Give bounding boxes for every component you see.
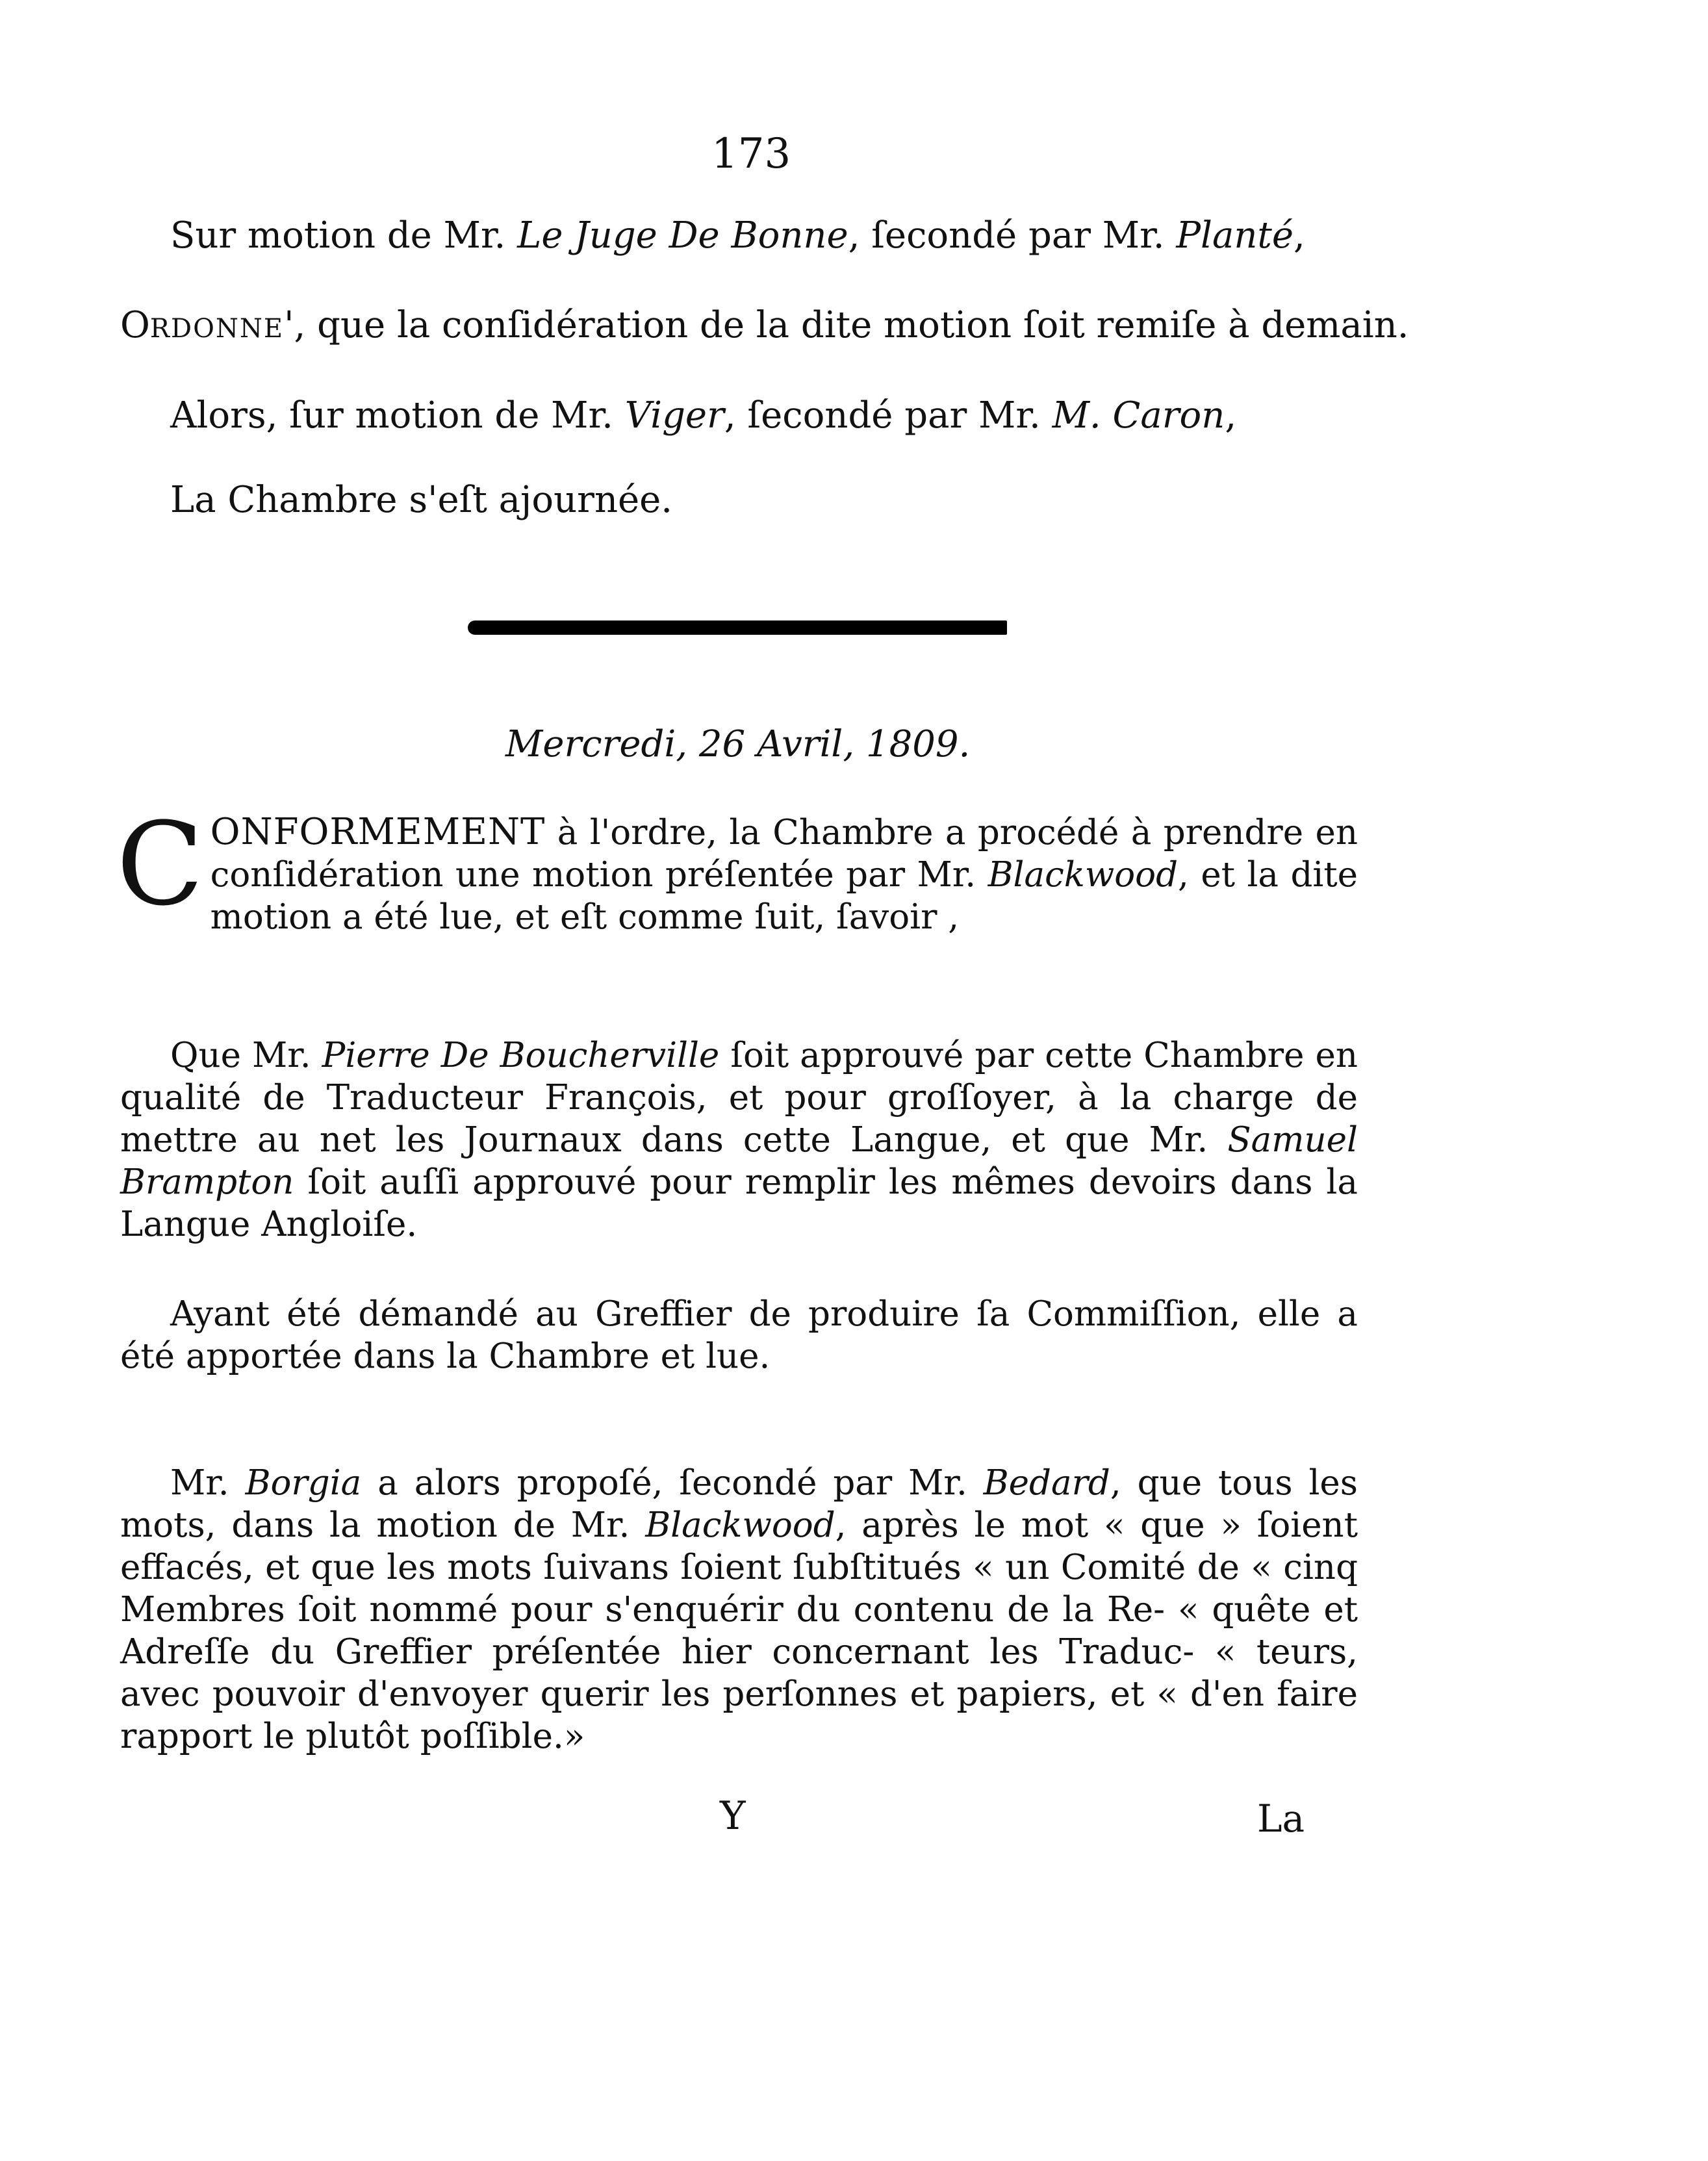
paragraph-que: Que Mr. Pierre De Boucherville ſoit approuvé par cette Chambre en qualité de Traducteur François, et pour groſſoyer, à la charge de mettre au net les Journaux dans cette Langue, et que Mr. Samuel Brampton ſoit auſſi approuvé pour remplir les mêmes devoirs dans la Langue Angloiſe. — [120, 1036, 1358, 1244]
paragraph-conformement: CONFORMEMENT à l'ordre, la Chambre a procédé à prendre en conſidération une motion préſentée par Mr. Blackwood, et la dite motion a été lue, et eſt comme ſuit, ſavoir , — [116, 798, 1358, 937]
page-number: 173 — [711, 130, 791, 178]
adjourn-line: La Chambre s'eſt ajournée. — [170, 479, 673, 521]
catchword: La — [1257, 1797, 1305, 1841]
paragraph-ayant: Ayant été démandé au Greffier de produire ſa Commiſſion, elle a été apportée dans la Chambre et lue. — [120, 1294, 1358, 1376]
drop-cap: C — [116, 798, 204, 931]
paragraph-borgia: Mr. Borgia a alors propoſé, ſecondé par Mr. Bedard, que tous les mots, dans la motion de Mr. Blackwood, après le mot « que » ſoient effacés, et que les mots ſuivans ſoient ſubſtitués « un Comité de « cinq Membres ſoit nommé pour s'enquérir du contenu de la Re- « quête et Adreſſe du Greffier préſentée hier concernant les Traduc- « teurs, avec pouvoir d'envoyer querir les perſonnes et papiers, et « d'en faire rapport le plutôt poſſible.» — [120, 1463, 1358, 1756]
signature-mark: Y — [720, 1793, 746, 1839]
motion-line-1: Sur motion de Mr. Le Juge De Bonne, ſecondé par Mr. Planté, — [170, 214, 1305, 257]
section-rule — [468, 620, 1007, 635]
ordonne-line: ORDONNE', que la conſidération de la dite motion ſoit remiſe à demain. — [120, 304, 1409, 346]
date-heading: Mercredi, 26 Avril, 1809. — [505, 723, 971, 765]
motion-line-2: Alors, ſur motion de Mr. Viger, ſecondé par Mr. M. Caron, — [170, 394, 1237, 437]
